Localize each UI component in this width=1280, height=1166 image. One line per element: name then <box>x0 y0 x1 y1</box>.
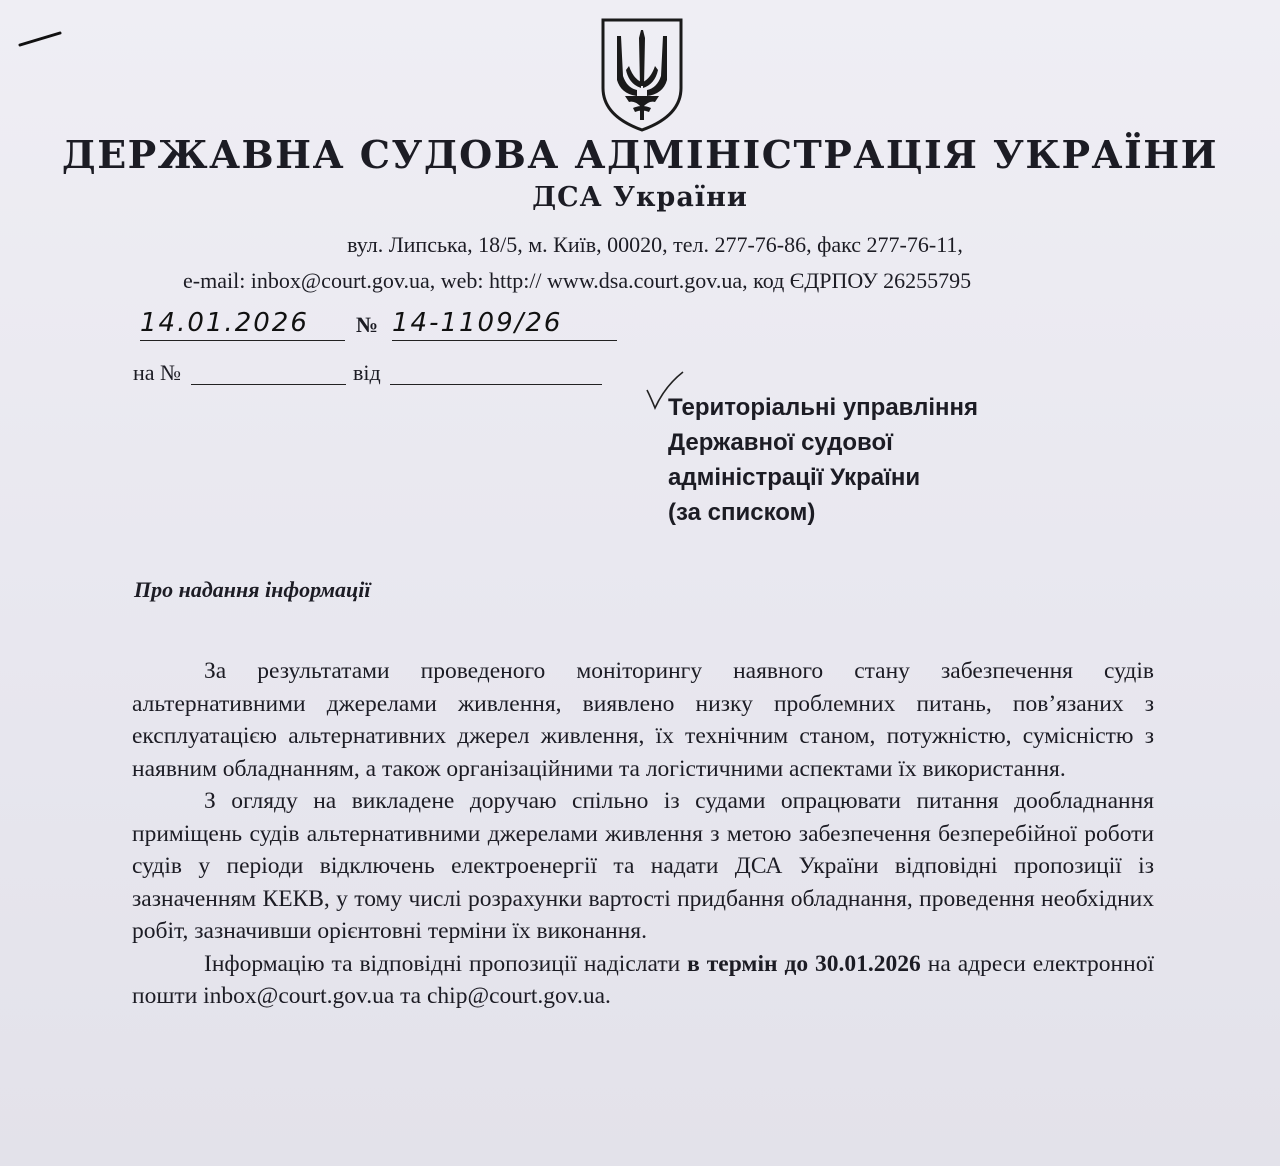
deadline-text-start: Інформацію та відповідні пропозиції надіслати <box>204 950 688 977</box>
reference-line <box>133 356 613 388</box>
recipient-line: Територіальні управління <box>668 394 979 421</box>
body-paragraph: За результатами проведеного моніторингу наявного стану забезпечення судів альтернативними джерелами живлення, виявлено низку проблемних питань, пов’язаних з експлуатацією альтернативних джерел живлення, їх технічним станом, потужністю, сумісністю з наявним обладнанням, а також організаційними та логістичними аспектами їх використання. <box>132 658 1154 782</box>
deadline-date: в термін до 30.01.2026 <box>687 950 921 977</box>
body-paragraph: З огляду на викладене доручаю спільно із судами опрацювати питання дообладнання приміщень судів альтернативними джерелами живлення з метою забезпечення безперебійної роботи судів у періоди відключень електроенергії та надати ДСА України відповідні пропозиції із зазначенням КЕКВ, у тому числі розрахунки вартості придбання обладнання, проведення необхідних робіт, зазначивши орієнтовні терміни їх виконання. <box>132 788 1154 944</box>
letter-subject: Про надання інформації <box>134 577 371 602</box>
reference-number-blank <box>191 384 346 385</box>
trident-emblem-icon <box>597 16 687 134</box>
reference-date-label: від <box>353 360 381 385</box>
deadline-text-end: на адреси електронної пошти inbox@court.gov.ua та chip@court.gov.ua. <box>132 950 1154 1009</box>
recipient-block <box>668 390 978 530</box>
recipient-line: адміністрації України <box>668 464 921 491</box>
recipient-line: (за списком) <box>668 499 816 526</box>
registration-line <box>130 308 650 344</box>
letter-body <box>132 655 1154 1013</box>
outgoing-number: 14-1109/26 <box>392 308 617 341</box>
organization-abbreviation: ДСА України <box>532 182 748 213</box>
pen-stroke-mark <box>18 30 62 48</box>
number-label: № <box>356 312 379 337</box>
show-through-text <box>118 400 678 640</box>
address-line: вул. Липська, 18/5, м. Київ, 00020, тел. 277-76-86, факс 277-76-11, <box>347 232 963 257</box>
contact-line: e-mail: inbox@court.gov.ua, web: http:// www.dsa.court.gov.ua, код ЄДРПОУ 26255795 <box>183 268 972 293</box>
recipient-line: Державної судової <box>668 429 893 456</box>
outgoing-date: 14.01.2026 <box>140 308 345 341</box>
organization-title: ДЕРЖАВНА СУДОВА АДМІНІСТРАЦІЯ УКРАЇНИ <box>61 132 1219 177</box>
reference-date-blank <box>390 384 602 385</box>
body-paragraph-deadline <box>132 948 1154 1013</box>
reference-number-label: на № <box>133 360 182 385</box>
